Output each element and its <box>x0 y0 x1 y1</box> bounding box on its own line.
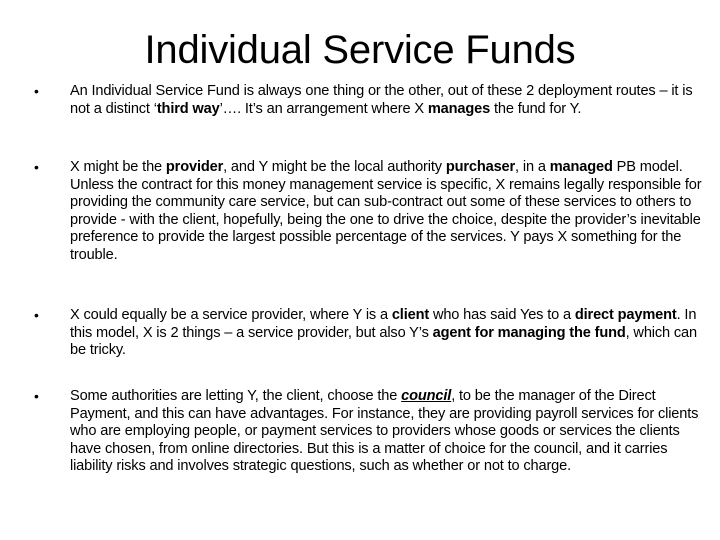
bullet-text-emphasis: purchaser <box>445 159 516 175</box>
bullet-marker: • <box>34 83 39 99</box>
bullet-text <box>70 159 701 263</box>
bullet-text <box>70 388 698 474</box>
bullet-marker: • <box>34 307 39 323</box>
bullet-item <box>34 83 710 118</box>
bullet-text-segment: who has said Yes to a <box>429 307 575 323</box>
bullet-text-emphasis: agent for managing the fund <box>432 324 626 341</box>
bullet-item <box>34 388 708 476</box>
bullet-item <box>34 159 710 265</box>
bullet-item <box>34 307 710 360</box>
bullet-text-emphasis: client <box>391 307 430 323</box>
bullet-text-emphasis: manages <box>427 100 491 117</box>
bullet-text-segment: PB model. Unless the contract for this money management service is specific, X remains legally responsible for providing the community care service, but can sub-contract out some of these services to others to provide - with the client, hopefully, being the one to drive the choice, despite the provider’s inevitable preference to provide the largest possible percentage of the services. Y pays X something for the trouble. <box>70 159 702 263</box>
bullet-text-segment: . In this model, X is 2 things – a service provider, but also Y’s <box>70 307 697 341</box>
bullet-text-segment: ’…. It’s an arrangement where X <box>219 100 428 117</box>
bullet-text-emphasis: provider <box>165 159 224 175</box>
bullet-text-emphasis: direct payment <box>574 307 677 323</box>
bullet-text <box>70 307 697 358</box>
bullet-text-emphasis: council <box>401 388 452 404</box>
bullet-text-segment: An Individual Service Fund is always one thing or the other, out of these 2 deployment routes – it is not a distinct ‘ <box>70 83 693 117</box>
bullet-text-segment: , which can be tricky. <box>70 324 697 359</box>
bullet-text-segment: , in a <box>515 159 550 175</box>
bullet-text-emphasis: third way <box>156 100 220 117</box>
bullet-text <box>70 83 692 117</box>
bullet-text-segment: , and Y might be the local authority <box>223 159 446 175</box>
bullet-text-segment: the fund for Y. <box>490 100 582 117</box>
bullet-marker: • <box>34 159 39 175</box>
bullet-text-segment: X might be the <box>70 159 166 175</box>
bullet-text-segment: Some authorities are letting Y, the client, choose the <box>70 388 402 404</box>
bullet-text-segment: , to be the manager of the Direct Payment, and this can have advantages. For instance, they are providing payroll services for clients who are employing people, or payment services to providers whose goods or services the clients have chosen, from online directories. But this is a matter of choice for the council, and it carries liability risks and involves strategic questions, such as whether or not to charge. <box>70 388 699 475</box>
bullet-text-segment: X could equally be a service provider, where Y is a <box>70 307 392 323</box>
bullet-marker: • <box>34 388 39 404</box>
bullet-text-emphasis: managed <box>549 159 613 175</box>
slide-title: Individual Service Funds <box>144 28 576 72</box>
